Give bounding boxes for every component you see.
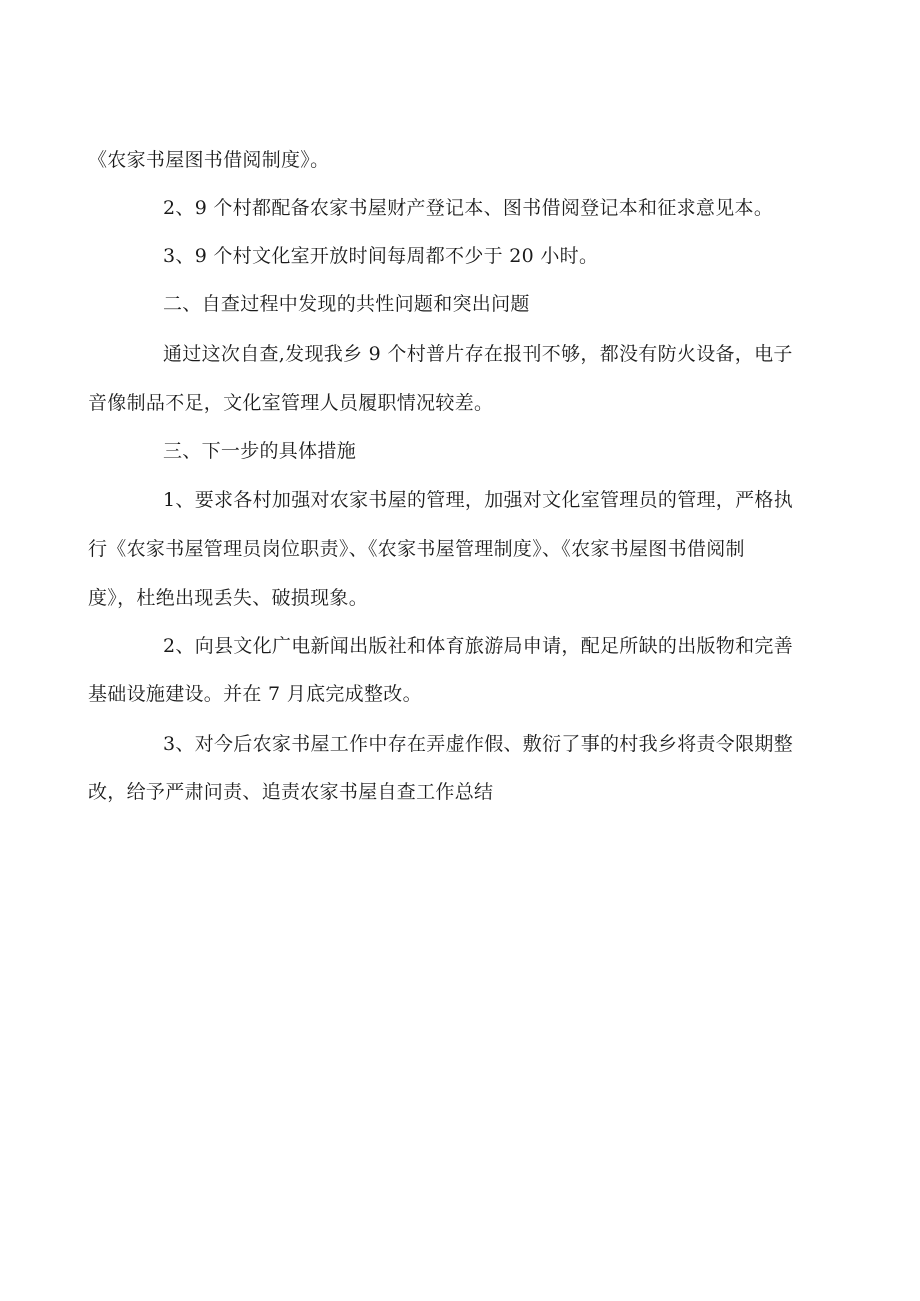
section-heading: 二、自查过程中发现的共性问题和突出问题 [163, 293, 530, 315]
section-heading: 三、下一步的具体措施 [163, 440, 357, 462]
paragraph-line: 通过这次自查,发现我乡 9 个村普片存在报刊不够，都没有防火设备，电子 [163, 343, 793, 365]
paragraph-line: 3、9 个村文化室开放时间每周都不少于 20 小时。 [163, 245, 599, 267]
paragraph-line: 3、对今后农家书屋工作中存在弄虚作假、敷衍了事的村我乡将责令限期整 [163, 733, 793, 755]
paragraph-line: 音像制品不足，文化室管理人员履职情况较差。 [88, 392, 494, 414]
paragraph-line: 改，给予严肃问责、追责农家书屋自查工作总结 [88, 781, 494, 803]
paragraph-line: 度》，杜绝出现丢失、破损现象。 [88, 587, 369, 609]
paragraph-line: 《农家书屋图书借阅制度》。 [88, 149, 330, 171]
paragraph-line: 行《农家书屋管理员岗位职责》、《农家书屋管理制度》、《农家书屋图书借阅制 [88, 538, 745, 560]
paragraph-line: 2、9 个村都配备农家书屋财产登记本、图书借阅登记本和征求意见本。 [163, 197, 774, 219]
paragraph-line: 1、要求各村加强对农家书屋的管理，加强对文化室管理员的管理，严格执 [163, 489, 793, 511]
paragraph-line: 2、向县文化广电新闻出版社和体育旅游局申请，配足所缺的出版物和完善 [163, 635, 793, 657]
paragraph-line: 基础设施建设。并在 7 月底完成整改。 [88, 683, 422, 705]
